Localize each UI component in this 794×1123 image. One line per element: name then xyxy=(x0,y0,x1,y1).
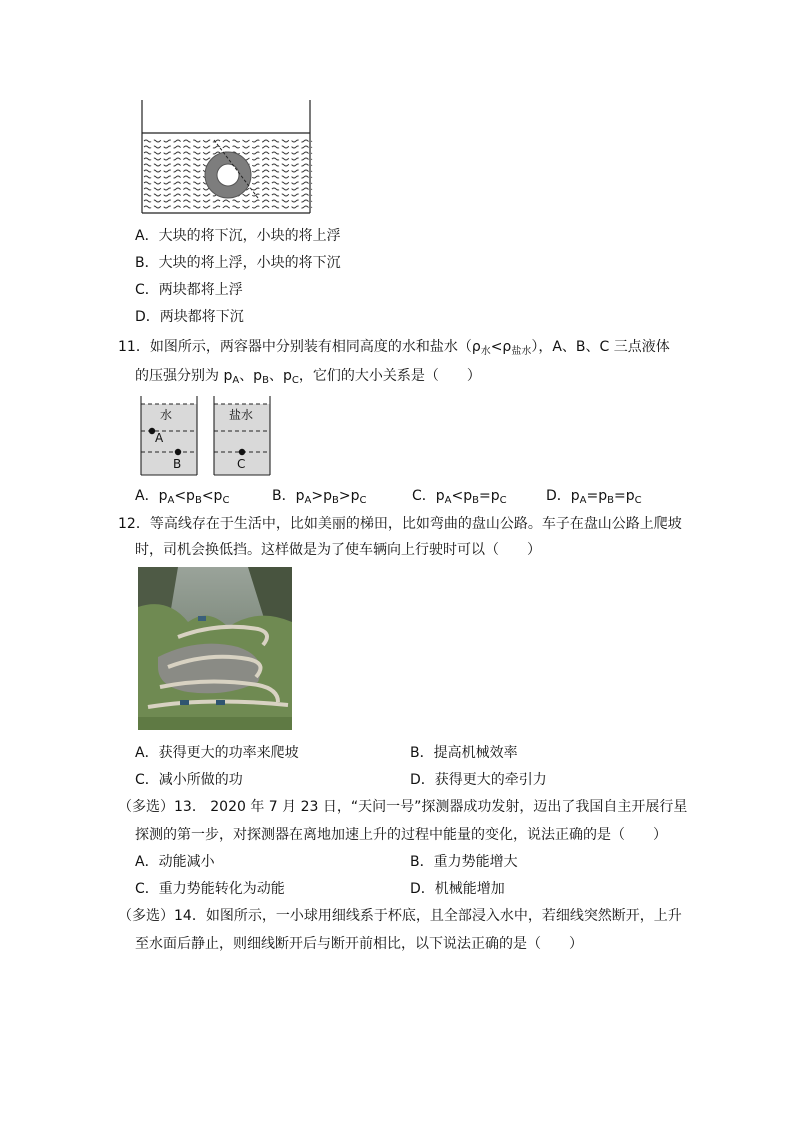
q13-stem-line2: 探测的第一步，对探测器在离地加速上升的过程中能量的变化，说法正确的是（ ） xyxy=(135,827,667,843)
label-water: 水 xyxy=(160,408,173,422)
q11-figure xyxy=(138,395,274,477)
q12-option-d[interactable]: D．获得更大的牵引力 xyxy=(410,772,547,788)
label-point-c: C xyxy=(237,457,246,471)
q11-stem-line2: 的压强分别为 $p_A$、$p_B$、$p_C$，它们的大小关系是（ ） xyxy=(135,368,481,386)
label-point-b: B xyxy=(173,457,182,471)
q14-stem-line2: 至水面后静止，则细线断开后与断开前相比，以下说法正确的是（ ） xyxy=(135,936,583,952)
q12-option-c[interactable]: C．减小所做的功 xyxy=(135,772,243,788)
q10-option-d[interactable]: D．两块都将下沉 xyxy=(135,309,244,325)
label-salt-water: 盐水 xyxy=(229,408,254,422)
q14-stem-line1: （多选）14．如图所示，一小球用细线系于杯底，且全部浸入水中，若细线突然断开，上升 xyxy=(118,908,682,924)
mountain-road-photo xyxy=(138,567,292,730)
q11-option-d[interactable]: D．$p_A=p_B=p_C$ xyxy=(546,488,642,506)
q10-option-c[interactable]: C．两块都将上浮 xyxy=(135,282,243,298)
q11-stem-line1: 11．如图所示，两容器中分别装有相同高度的水和盐水$(\rho_水<\rho_{盐水})$，A、B、C 三点液体 xyxy=(118,339,670,357)
q12-stem-line2: 时，司机会换低挡。这样做是为了使车辆向上行驶时可以（ ） xyxy=(135,542,541,558)
q11-option-a[interactable]: A．$p_A<p_B<p_C$ xyxy=(135,488,230,506)
q13-option-b[interactable]: B．重力势能增大 xyxy=(410,854,518,870)
q10-option-b[interactable]: B．大块的将上浮，小块的将下沉 xyxy=(135,255,341,271)
q10-option-a[interactable]: A．大块的将下沉，小块的将上浮 xyxy=(135,228,341,244)
q11-option-c[interactable]: C．$p_A<p_B=p_C$ xyxy=(412,488,507,506)
q10-figure xyxy=(138,100,316,216)
q11-option-b[interactable]: B．$p_A>p_B>p_C$ xyxy=(272,488,367,506)
q13-option-a[interactable]: A．动能减小 xyxy=(135,854,215,870)
q13-stem-line1: （多选）13． 2020 年 7 月 23 日，“天问一号”探测器成功发射，迈出了我国自主开展行星 xyxy=(118,799,688,815)
point-c-dot xyxy=(239,449,245,455)
q12-option-b[interactable]: B．提高机械效率 xyxy=(410,745,518,761)
q13-option-d[interactable]: D．机械能增加 xyxy=(410,881,505,897)
q13-option-c[interactable]: C．重力势能转化为动能 xyxy=(135,881,285,897)
q12-option-a[interactable]: A．获得更大的功率来爬坡 xyxy=(135,745,299,761)
label-point-a: A xyxy=(155,431,164,445)
point-b-dot xyxy=(175,449,181,455)
q12-stem-line1: 12．等高线存在于生活中，比如美丽的梯田，比如弯曲的盘山公路。车子在盘山公路上爬坡 xyxy=(118,516,682,532)
